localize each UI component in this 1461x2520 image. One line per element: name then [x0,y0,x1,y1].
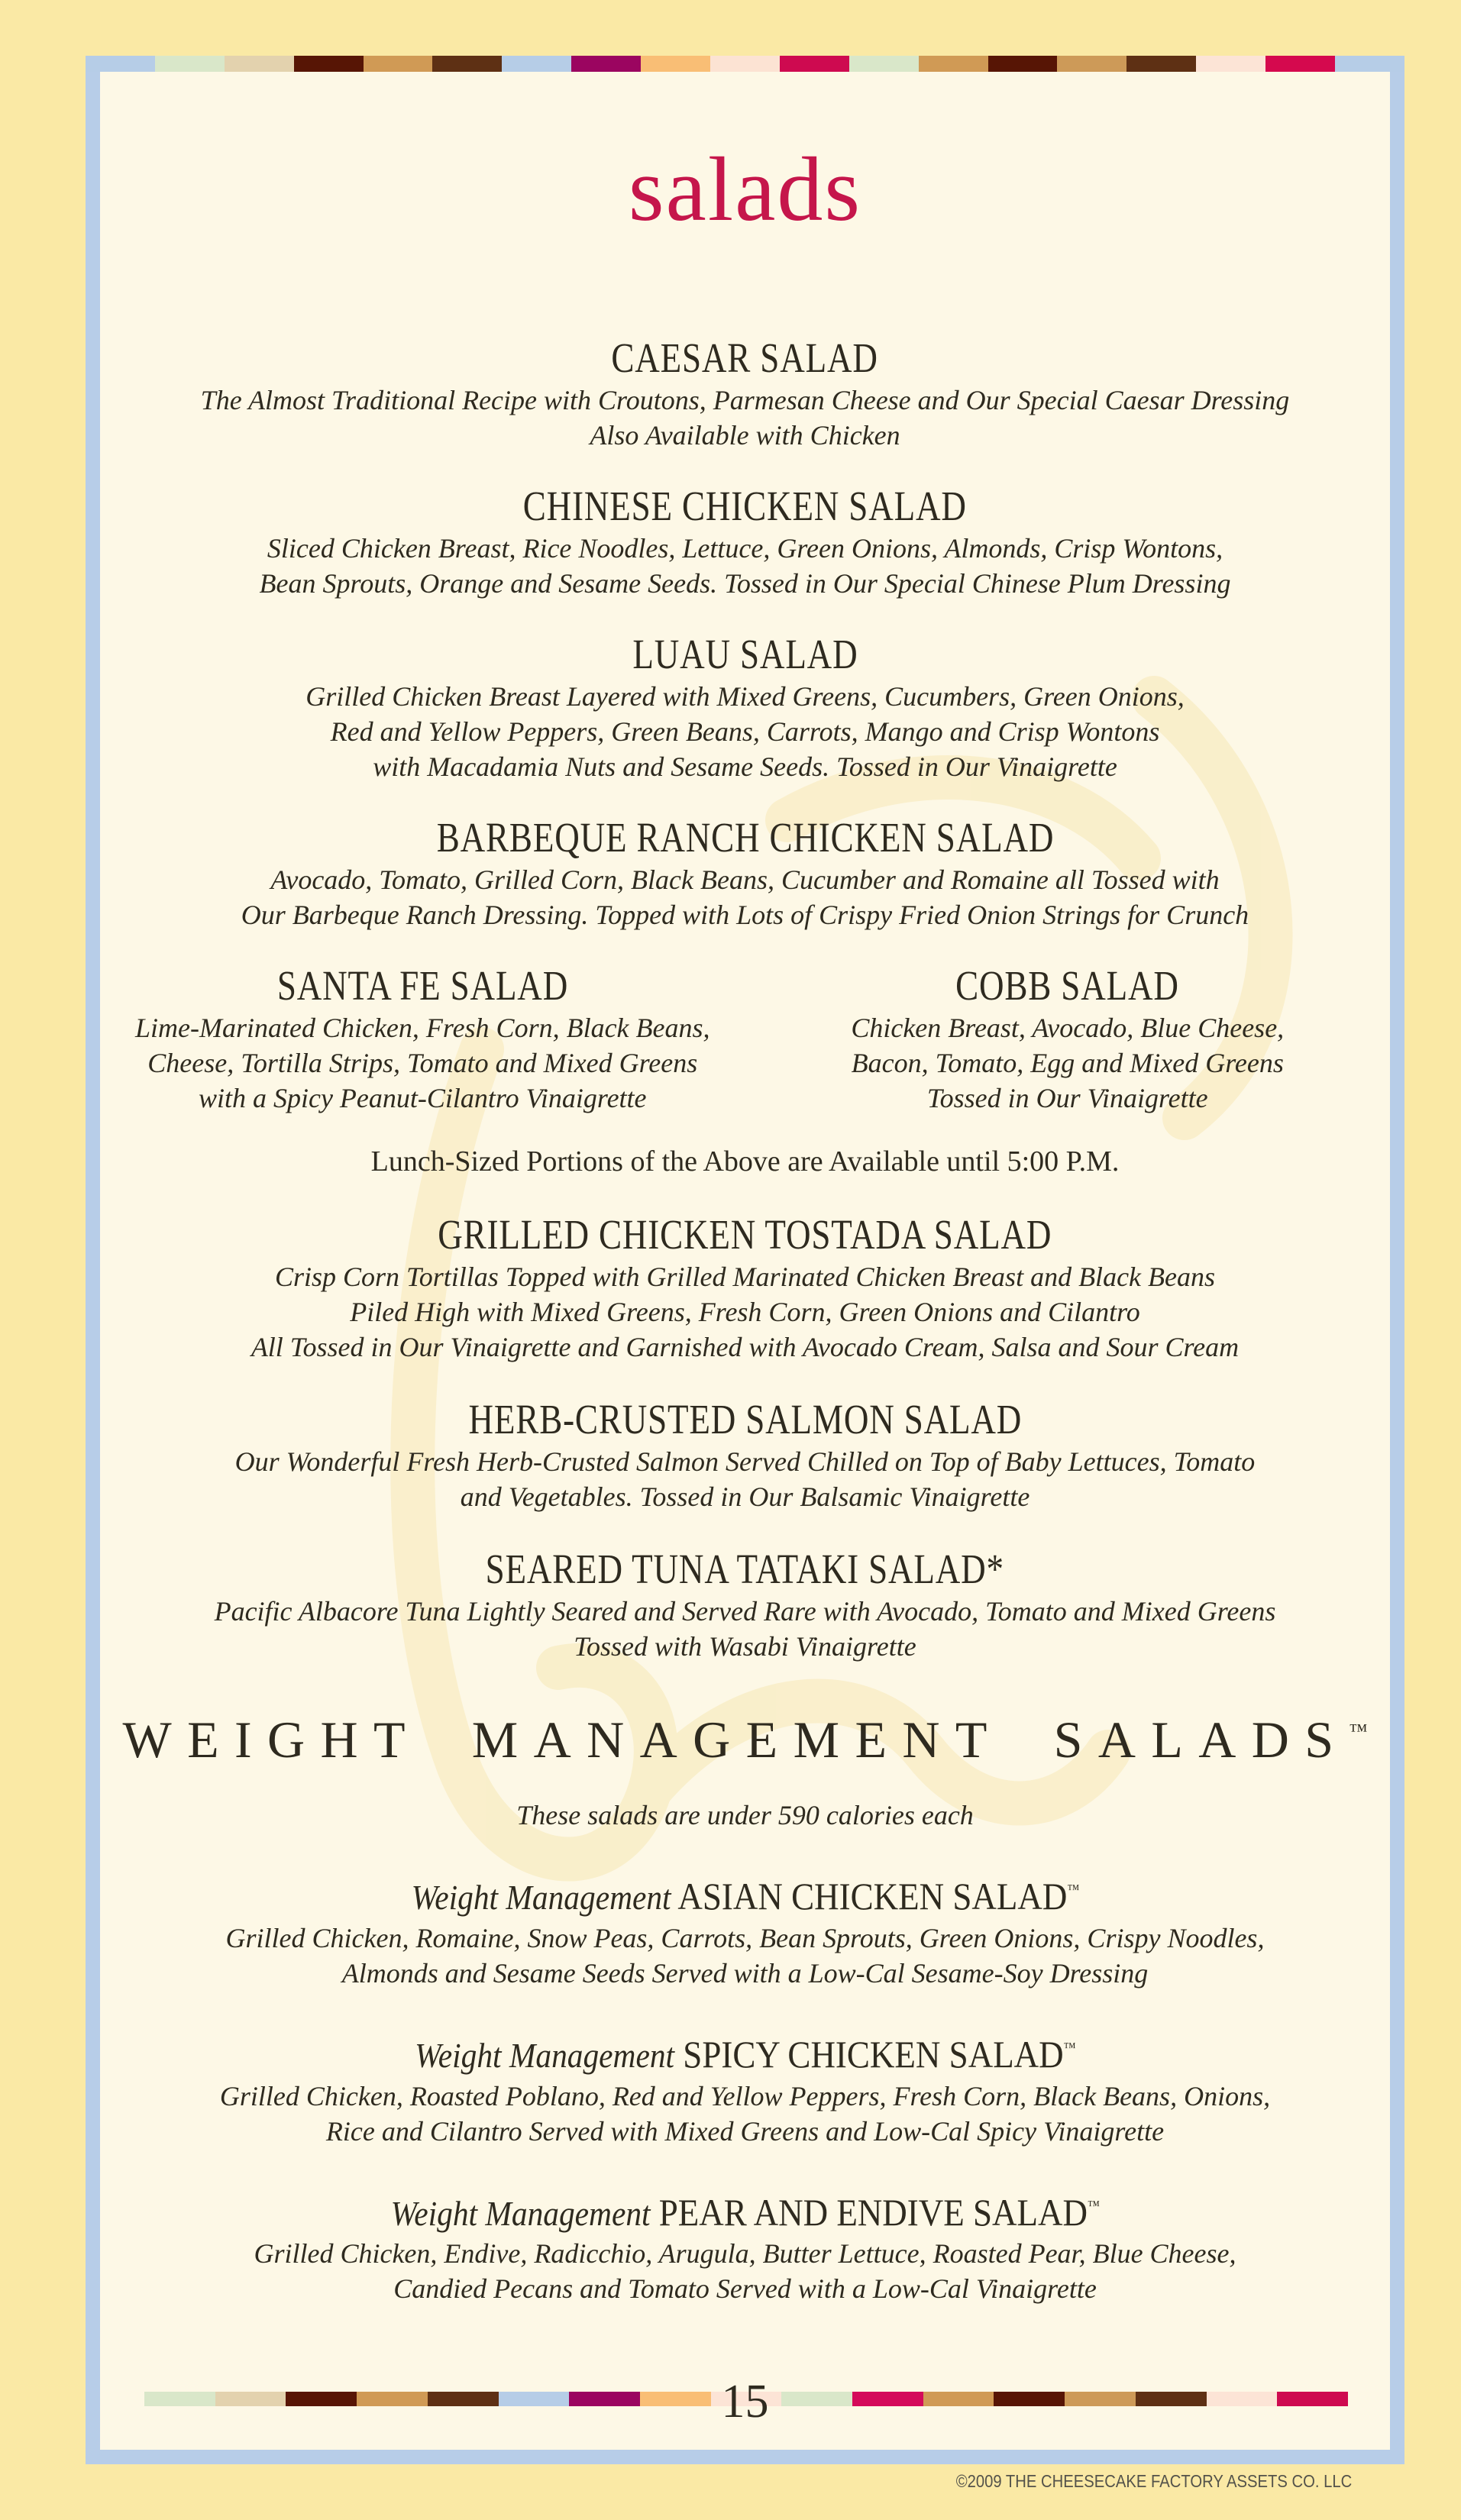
border-segment [1126,56,1196,72]
border-segment [641,56,710,72]
item-desc-line: Red and Yellow Peppers, Green Beans, Carrots, Mango and Crisp Wontons [330,716,1160,747]
border-segment [225,56,294,72]
item-desc-line: Crisp Corn Tortillas Topped with Grilled Marinated Chicken Breast and Black Beans [274,1262,1215,1292]
frame-edge-bottom [86,2450,1404,2464]
menu-item-caesar [100,334,1390,453]
weight-management-section-header [100,1701,1390,1833]
menu-item-wm-asian-chicken [100,1866,1390,1991]
item-desc-line: Candied Pecans and Tomato Served with a Low-Cal Vinaigrette [393,2273,1097,2305]
item-desc-line: Our Barbeque Ranch Dressing. Topped with Lots of Crispy Fried Onion Strings for Crunch [241,900,1249,930]
border-segment [502,56,571,72]
item-name: HERB-CRUSTED SALMON SALAD [468,1396,1022,1443]
frame-edge-left [86,72,100,2450]
item-desc-line: Chicken Breast, Avocado, Blue Cheese, [851,1013,1285,1043]
item-desc-line: Lime-Marinated Chicken, Fresh Corn, Black Beans, [134,1013,710,1043]
border-segment [155,56,225,72]
menu-item-salmon [100,1395,1390,1514]
item-desc-line: Grilled Chicken Breast Layered with Mixed Greens, Cucumbers, Green Onions, [305,681,1185,712]
item-name: Weight Management ASIAN CHICKEN SALAD™ [411,1874,1079,1917]
menu-item-cobb [745,961,1391,1116]
item-desc-line: Avocado, Tomato, Grilled Corn, Black Beans, Cucumber and Romaine all Tossed with [270,864,1220,895]
border-segment [780,56,849,72]
menu-item-tuna-tataki [100,1545,1390,1664]
item-desc-line: Also Available with Chicken [590,420,900,451]
item-desc-line: Pacific Albacore Tuna Lightly Seared and Served Rare with Avocado, Tomato and Mixed Greens [214,1596,1276,1627]
menu-item-santa-fe [100,961,745,1116]
item-desc-line: Tossed in Our Vinaigrette [926,1083,1208,1113]
section-title: WEIGHT MANAGEMENT SALADS™ [122,1710,1368,1769]
trademark-symbol: ™ [1066,1881,1079,1897]
item-desc-line: with Macadamia Nuts and Sesame Seeds. Tossed in Our Vinaigrette [373,751,1117,782]
border-segment [294,56,364,72]
item-name: GRILLED CHICKEN TOSTADA SALAD [438,1211,1052,1258]
item-name: LUAU SALAD [632,631,858,677]
lunch-portions-note: Lunch-Sized Portions of the Above are Available until 5:00 P.M. [370,1145,1120,1178]
menu-item-wm-spicy-chicken [100,2024,1390,2149]
border-segment [919,56,988,72]
trademark-symbol: ™ [1349,1720,1368,1741]
item-desc-line: Grilled Chicken, Roasted Poblano, Red and Yellow Peppers, Fresh Corn, Black Beans, Onions, [219,2080,1271,2111]
item-name-prefix: Weight Management [390,2193,651,2233]
top-border-strip [86,56,1404,72]
menu-item-barbeque-ranch [100,813,1390,932]
item-desc-line: Bean Sprouts, Orange and Sesame Seeds. Tossed in Our Special Chinese Plum Dressing [259,568,1231,599]
item-name: COBB SALAD [955,962,1180,1009]
item-desc-line: and Vegetables. Tossed in Our Balsamic Vinaigrette [460,1481,1030,1512]
item-name: Weight Management PEAR AND ENDIVE SALAD™ [390,2190,1100,2234]
item-desc-line: Grilled Chicken, Endive, Radicchio, Arugula, Butter Lettuce, Roasted Pear, Blue Cheese, [254,2238,1236,2270]
page-title: salads [628,138,862,240]
item-name: SANTA FE SALAD [276,962,568,1009]
border-segment [364,56,433,72]
section-subtitle: These salads are under 590 calories each [516,1799,974,1830]
item-desc-line: Our Wonderful Fresh Herb-Crusted Salmon Served Chilled on Top of Baby Lettuces, Tomato [234,1446,1256,1477]
item-desc-line: Almonds and Sesame Seeds Served with a Low-Cal Sesame-Soy Dressing [341,1957,1149,1989]
border-segment [1335,56,1404,72]
item-name: Weight Management SPICY CHICKEN SALAD™ [414,2032,1076,2076]
menu-item-tostada [100,1210,1390,1365]
trademark-symbol: ™ [1087,2197,1100,2213]
two-column-row [100,961,1390,1116]
item-desc-line: Tossed with Wasabi Vinaigrette [574,1631,916,1662]
item-name-prefix: Weight Management [414,2035,674,2075]
item-desc-line: Grilled Chicken, Romaine, Snow Peas, Carrots, Bean Sprouts, Green Onions, Crispy Noodles, [225,1922,1265,1953]
page-number: 15 [721,2376,769,2428]
item-name: CHINESE CHICKEN SALAD [523,483,967,529]
menu-card [100,72,1390,2450]
border-segment [571,56,641,72]
item-desc-line: Piled High with Mixed Greens, Fresh Corn, Green Onions and Cilantro [350,1297,1140,1327]
border-segment [86,56,155,72]
border-segment [1265,56,1335,72]
menu-item-luau [100,630,1390,784]
frame-edge-right [1390,72,1404,2450]
item-desc-line: All Tossed in Our Vinaigrette and Garnished with Avocado Cream, Salsa and Sour Cream [251,1332,1240,1362]
item-desc-line: with a Spicy Peanut-Cilantro Vinaigrette [198,1083,647,1113]
item-name-prefix: Weight Management [411,1877,671,1917]
trademark-symbol: ™ [1063,2039,1076,2055]
item-name: BARBEQUE RANCH CHICKEN SALAD [436,814,1054,861]
menu-card-frame [86,56,1404,2464]
item-desc-line: The Almost Traditional Recipe with Croutons, Parmesan Cheese and Our Special Caesar Dressing [200,385,1290,415]
border-segment [1196,56,1265,72]
border-segment [849,56,919,72]
menu-content [100,136,1390,2306]
border-segment [1057,56,1126,72]
item-desc-line: Cheese, Tortilla Strips, Tomato and Mixed Greens [147,1048,698,1078]
border-segment [988,56,1058,72]
border-segment [432,56,502,72]
menu-item-chinese-chicken [100,482,1390,601]
item-desc-line: Bacon, Tomato, Egg and Mixed Greens [851,1048,1284,1078]
border-segment [710,56,780,72]
copyright-notice: ©2009 THE CHEESECAKE FACTORY ASSETS CO. LLC [955,2471,1352,2491]
item-name: CAESAR SALAD [611,334,879,381]
menu-item-wm-pear-endive [100,2182,1390,2307]
item-name: SEARED TUNA TATAKI SALAD* [485,1546,1005,1592]
item-desc-line: Rice and Cilantro Served with Mixed Greens and Low-Cal Spicy Vinaigrette [325,2115,1165,2147]
item-desc-line: Sliced Chicken Breast, Rice Noodles, Lettuce, Green Onions, Almonds, Crisp Wontons, [267,533,1223,564]
